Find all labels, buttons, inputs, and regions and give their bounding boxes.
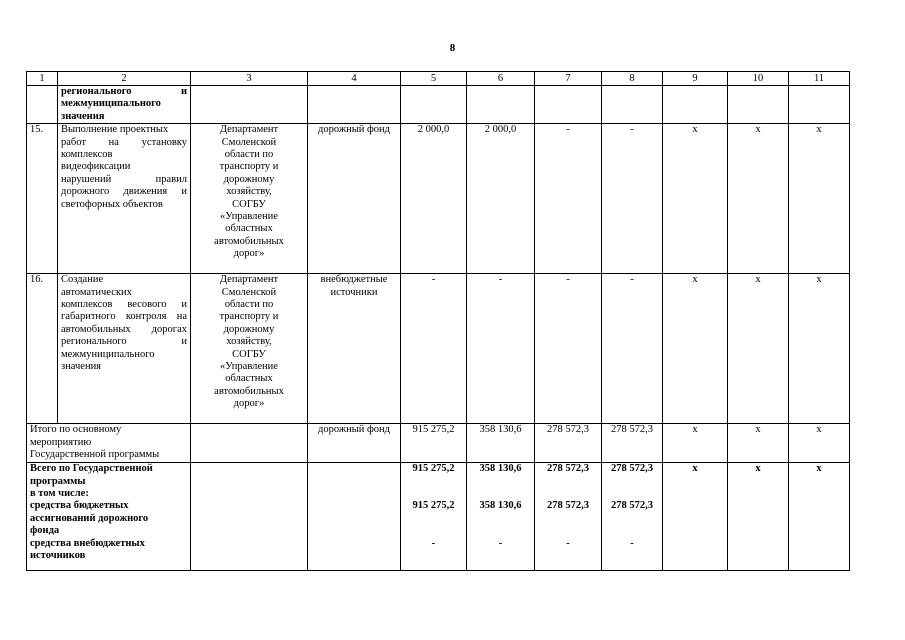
value-cell: 358 130,6 358 130,6 - (467, 463, 535, 571)
table-row (27, 124, 850, 274)
value-cell: - (602, 274, 663, 424)
executor-cell: Департамент Смоленской области по транспорту и дорожному хозяйству, СОГБУ «Управление областных автомобильных дорог» (191, 124, 308, 274)
header-row (27, 72, 850, 86)
funding-source-cell: внебюджетные источники (308, 274, 401, 424)
header-cell: 1 (27, 72, 58, 86)
header-cell: 4 (308, 72, 401, 86)
row-number: 15. (27, 124, 58, 274)
value-cell: x (728, 463, 789, 571)
itogo-label: Итого по основному мероприятию Государственной программы (27, 424, 191, 463)
value-cell: x (789, 463, 850, 571)
value-cell: x (728, 424, 789, 463)
value-cell: x (789, 424, 850, 463)
value-cell: x (663, 424, 728, 463)
itogo-row (27, 424, 850, 463)
value-cell: 278 572,3 278 572,3 - (602, 463, 663, 571)
header-cell: 8 (602, 72, 663, 86)
header-cell: 7 (535, 72, 602, 86)
header-cell: 6 (467, 72, 535, 86)
value-cell: x (663, 274, 728, 424)
header-cell: 10 (728, 72, 789, 86)
value-cell: 358 130,6 (467, 424, 535, 463)
value-cell: 278 572,3 (602, 424, 663, 463)
header-cell: 3 (191, 72, 308, 86)
value-cell: x (789, 124, 850, 274)
value-cell: 2 000,0 (401, 124, 467, 274)
continuation-name-cell: регионального и межмуниципального значения (58, 86, 191, 124)
value-cell: x (663, 463, 728, 571)
header-cell: 11 (789, 72, 850, 86)
value-cell: - (535, 274, 602, 424)
budget-table (26, 71, 850, 571)
vsego-row (27, 463, 850, 571)
value-cell: - (535, 124, 602, 274)
table-row (27, 86, 850, 124)
value-cell: x (728, 274, 789, 424)
vsego-label: Всего по Государственной программы в том числе: средства бюджетных ассигнований дорожного фонда средства внебюджетных источников (27, 463, 191, 571)
value-cell: x (789, 274, 850, 424)
funding-source-cell: дорожный фонд (308, 124, 401, 274)
value-cell: 2 000,0 (467, 124, 535, 274)
executor-cell: Департамент Смоленской области по транспорту и дорожному хозяйству, СОГБУ «Управление областных автомобильных дорог» (191, 274, 308, 424)
table-row (27, 274, 850, 424)
measure-name-cell: Создание автоматических комплексов весового и габаритного контроля на автомобильных дорогах регионального и межмуниципального значения (58, 274, 191, 424)
value-cell: - (467, 274, 535, 424)
value-cell: x (663, 124, 728, 274)
funding-source-cell: дорожный фонд (308, 424, 401, 463)
value-cell: - (602, 124, 663, 274)
row-number: 16. (27, 274, 58, 424)
value-cell: - (401, 274, 467, 424)
value-cell: 915 275,2 (401, 424, 467, 463)
header-cell: 2 (58, 72, 191, 86)
value-cell: 278 572,3 278 572,3 - (535, 463, 602, 571)
page-number: 8 (449, 42, 456, 54)
value-cell: 915 275,2 915 275,2 - (401, 463, 467, 571)
value-cell: 278 572,3 (535, 424, 602, 463)
measure-name-cell: Выполнение проектных работ на установку комплексов видеофиксации нарушений правил дорожного движения и светофорных объектов (58, 124, 191, 274)
header-cell: 5 (401, 72, 467, 86)
header-cell: 9 (663, 72, 728, 86)
value-cell: x (728, 124, 789, 274)
